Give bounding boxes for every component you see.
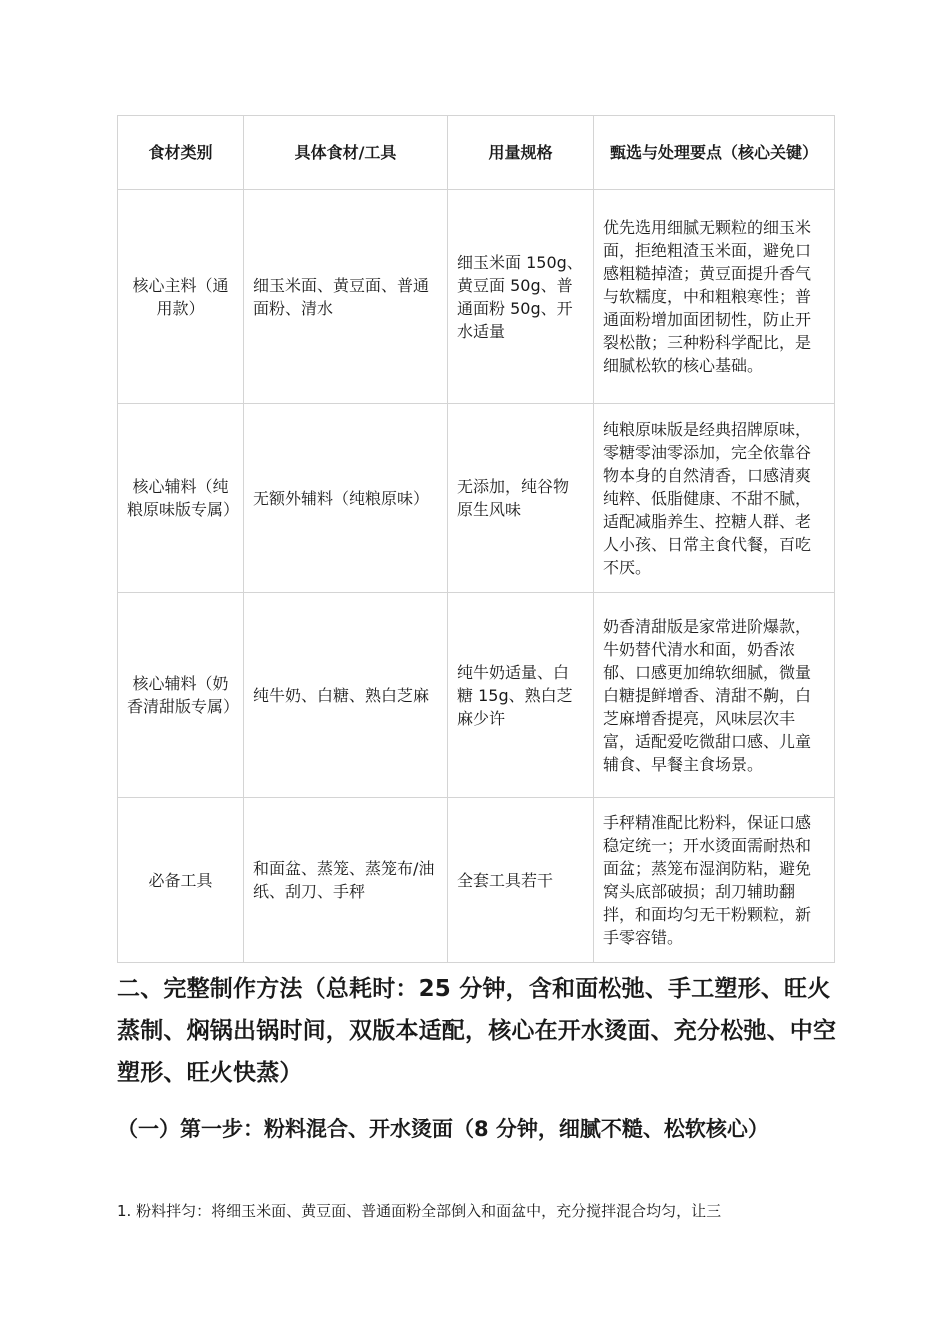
table-row — [118, 593, 835, 798]
cell-category: 核心辅料（纯粮原味版专属） — [118, 404, 244, 593]
cell-category: 核心主料（通用款） — [118, 190, 244, 404]
cell-amount: 无添加，纯谷物原生风味 — [448, 404, 594, 593]
header-category: 食材类别 — [118, 116, 244, 190]
cell-items: 细玉米面、黄豆面、普通面粉、清水 — [244, 190, 448, 404]
header-items: 具体食材/工具 — [244, 116, 448, 190]
table-row — [118, 404, 835, 593]
table-header-row — [118, 116, 835, 190]
section-heading: 二、完整制作方法（总耗时：25 分钟，含和面松弛、手工塑形、旺火蒸制、焖锅出锅时间，双版本适配，核心在开水烫面、充分松弛、中空塑形、旺火快蒸） — [117, 976, 837, 1086]
cell-notes: 优先选用细腻无颗粒的细玉米面，拒绝粗渣玉米面，避免口感粗糙掉渣；黄豆面提升香气与软糯度，中和粗粮寒性；普通面粉增加面团韧性，防止开裂松散；三种粉科学配比，是细腻松软的核心基础。 — [594, 190, 835, 404]
cell-notes: 奶香清甜版是家常进阶爆款，牛奶替代清水和面，奶香浓郁、口感更加绵软细腻，微量白糖提鲜增香、清甜不齁，白芝麻增香提亮，风味层次丰富，适配爱吃微甜口感、儿童辅食、早餐主食场景。 — [594, 593, 835, 798]
header-notes: 甄选与处理要点（核心关键） — [594, 116, 835, 190]
cell-category: 必备工具 — [118, 798, 244, 963]
step-heading: （一）第一步：粉料混合、开水烫面（8 分钟，细腻不糙、松软核心） — [117, 1117, 769, 1141]
cell-amount: 细玉米面 150g、黄豆面 50g、普通面粉 50g、开水适量 — [448, 190, 594, 404]
cell-notes: 手秤精准配比粉料，保证口感稳定统一；开水烫面需耐热和面盆；蒸笼布湿润防粘，避免窝头底部破损；刮刀辅助翻拌，和面均匀无干粉颗粒，新手零容错。 — [594, 798, 835, 963]
header-amount: 用量规格 — [448, 116, 594, 190]
table-row — [118, 798, 835, 963]
step-paragraph: 1. 粉料拌匀：将细玉米面、黄豆面、普通面粉全部倒入和面盆中，充分搅拌混合均匀，让三 — [117, 1202, 722, 1220]
cell-items: 纯牛奶、白糖、熟白芝麻 — [244, 593, 448, 798]
cell-items: 和面盆、蒸笼、蒸笼布/油纸、刮刀、手秤 — [244, 798, 448, 963]
cell-amount: 全套工具若干 — [448, 798, 594, 963]
cell-amount: 纯牛奶适量、白糖 15g、熟白芝麻少许 — [448, 593, 594, 798]
cell-category: 核心辅料（奶香清甜版专属） — [118, 593, 244, 798]
cell-items: 无额外辅料（纯粮原味） — [244, 404, 448, 593]
ingredients-table — [117, 115, 835, 963]
table-row — [118, 190, 835, 404]
cell-notes: 纯粮原味版是经典招牌原味，零糖零油零添加，完全依靠谷物本身的自然清香，口感清爽纯粹、低脂健康、不甜不腻，适配减脂养生、控糖人群、老人小孩、日常主食代餐，百吃不厌。 — [594, 404, 835, 593]
